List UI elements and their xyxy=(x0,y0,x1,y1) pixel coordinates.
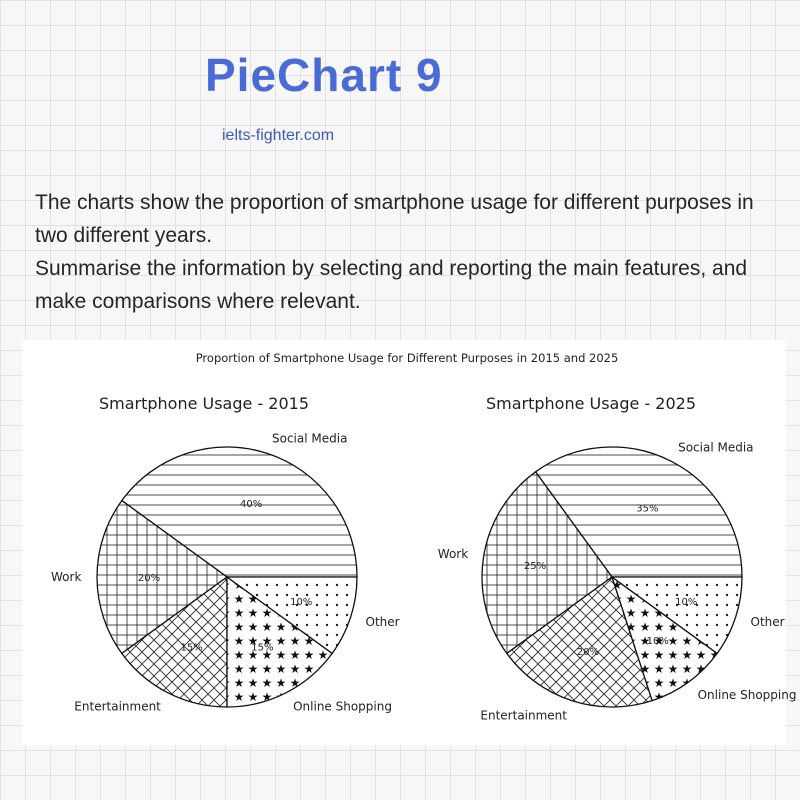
pie-category-label-2025-work: Work xyxy=(437,547,469,562)
pie-pct-label-2025-other: 10% xyxy=(675,597,698,609)
prompt-line-2: Summarise the information by selecting and reporting the main features, and make comparisons where relevant. xyxy=(35,257,748,313)
pie-charts xyxy=(22,340,797,745)
pie-pct-label-2025-work: 25% xyxy=(523,560,547,572)
pie-category-label-2025-other: Other xyxy=(750,615,785,629)
pie-category-label-2025-entertainment: Entertainment xyxy=(480,708,567,723)
chart-2015-title: Smartphone Usage - 2015 xyxy=(98,394,310,413)
pie-category-label-2015-online-shopping: Online Shopping xyxy=(293,699,392,714)
pie-pct-label-2025-social-media: 35% xyxy=(636,503,659,515)
chart-main-title: Proportion of Smartphone Usage for Different Purposes in 2015 and 2025 xyxy=(195,351,619,365)
pie-pct-label-2025-entertainment: 20% xyxy=(576,647,600,659)
pie-pct-label-2015-social-media: 40% xyxy=(239,498,263,510)
page-title: PieChart 9 xyxy=(205,49,443,101)
pie-pct-label-2025-online-shopping: 10% xyxy=(646,636,669,648)
pie-pct-label-2015-work: 20% xyxy=(137,573,161,584)
prompt-line-1: The charts show the proportion of smartphone usage for different purposes in two different years. xyxy=(35,191,754,247)
pie-category-label-2015-entertainment: Entertainment xyxy=(74,699,161,714)
pie-category-label-2015-work: Work xyxy=(51,570,82,584)
pie-category-label-2025-online-shopping: Online Shopping xyxy=(697,687,797,702)
site-name: ielts-fighter.com xyxy=(222,127,335,144)
pie-pct-label-2015-other: 10% xyxy=(290,597,313,609)
pie-category-label-2025-social-media: Social Media xyxy=(678,440,754,455)
pie-category-label-2015-other: Other xyxy=(365,615,400,629)
pie-pct-label-2015-entertainment: 15% xyxy=(180,642,203,654)
pie-category-label-2015-social-media: Social Media xyxy=(272,431,348,446)
task-prompt xyxy=(35,186,785,318)
pie-pct-label-2015-online-shopping: 15% xyxy=(251,642,274,654)
chart-panel xyxy=(22,340,797,745)
chart-2025-title: Smartphone Usage - 2025 xyxy=(485,394,697,413)
